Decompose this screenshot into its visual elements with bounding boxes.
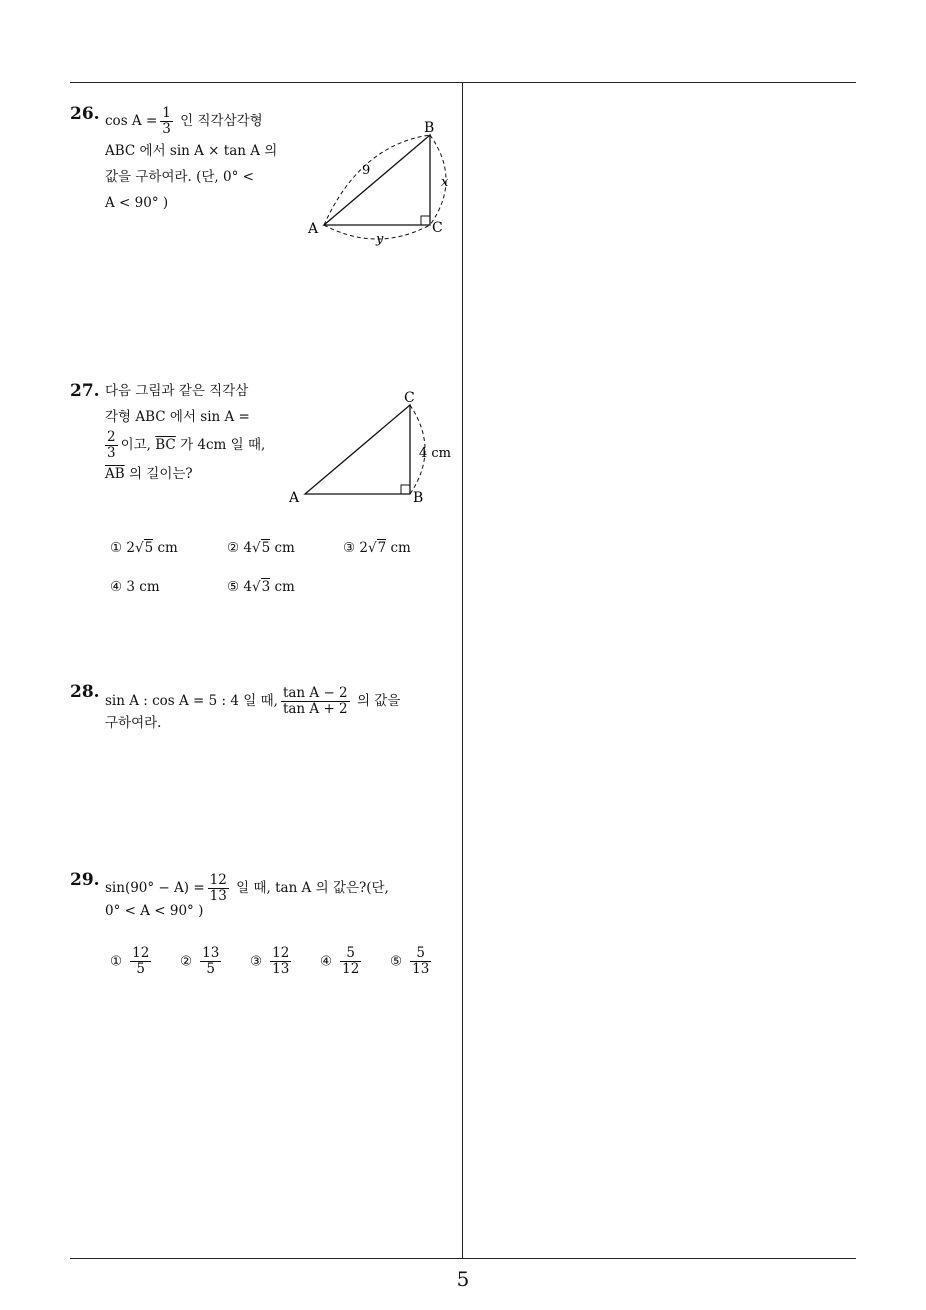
- page-number: 5: [456, 1267, 470, 1291]
- fraction-numerator: 5: [410, 946, 431, 962]
- q26-line3: 값을 구하여라. (단, 0° <: [105, 169, 254, 185]
- q27-fraction: $\frac{2}{3}$: [107, 429, 116, 461]
- q28-post: 의 값을: [356, 693, 401, 709]
- question-28-text: [105, 680, 445, 736]
- q27-vertex-c: C: [404, 390, 415, 406]
- fraction-denominator: 13: [272, 960, 290, 977]
- choice-unit: cm: [270, 579, 295, 595]
- choice-coefficient: 3: [126, 579, 135, 595]
- question-26-text: [105, 104, 305, 216]
- q27-vertex-a: A: [289, 490, 300, 506]
- choice-mark: ③: [250, 953, 263, 970]
- q27-choice-2[interactable]: [227, 540, 295, 556]
- fraction-numerator: 5: [340, 946, 361, 962]
- choice-radicand: 5: [261, 540, 271, 556]
- choice-unit: cm: [153, 540, 178, 556]
- choice-mark: ⑤: [227, 579, 240, 595]
- fraction-denominator: 5: [136, 960, 145, 977]
- choice-mark: ④: [110, 579, 123, 595]
- q27-choice-5[interactable]: [227, 579, 295, 595]
- choice-fraction: [270, 946, 291, 977]
- column-divider: [462, 82, 463, 1258]
- choice-unit: cm: [270, 540, 295, 556]
- q29-choice-4[interactable]: [320, 946, 364, 977]
- choice-unit: cm: [135, 579, 160, 595]
- q27-choice-3[interactable]: [343, 540, 411, 556]
- choice-mark: ②: [180, 953, 193, 970]
- question-26-number: 26.: [70, 104, 100, 124]
- sqrt-icon: √: [252, 540, 261, 556]
- q28-pre: sin A : cos A = 5 : 4 일 때,: [105, 693, 278, 709]
- bottom-rule: [70, 1258, 856, 1259]
- q29-choice-5[interactable]: [390, 946, 434, 977]
- q26-fraction: $\frac{1}{3}$: [162, 105, 171, 137]
- question-29-text: [105, 868, 445, 924]
- choice-radicand: 3: [261, 579, 271, 595]
- fraction-numerator: 12: [132, 945, 150, 961]
- choice-radicand: 7: [377, 540, 387, 556]
- choice-mark: ④: [320, 953, 333, 970]
- choice-coefficient: 2: [126, 540, 135, 556]
- choice-mark: ⑤: [390, 953, 403, 970]
- q26-line4: A < 90° ): [105, 195, 169, 211]
- fraction-numerator: 13: [202, 945, 220, 961]
- sqrt-icon: √: [368, 540, 377, 556]
- question-27-text: [105, 378, 295, 487]
- q27-line4-post: 의 길이는?: [128, 465, 193, 482]
- q26-label-x: x: [441, 175, 449, 190]
- q29-post: 일 때, tan A 의 값은?(단,: [236, 880, 389, 896]
- q27-segment-ab: $\overline{AB}$: [105, 465, 125, 482]
- q29-fraction: $\frac{12}{13}$: [209, 872, 227, 904]
- choice-fraction: [410, 946, 431, 977]
- choice-coefficient: 4: [243, 579, 252, 595]
- choice-mark: ①: [110, 953, 123, 970]
- q26-vertex-a: A: [308, 221, 319, 237]
- choice-mark: ③: [343, 540, 356, 556]
- q27-label-side: 4 cm: [419, 446, 452, 461]
- q28-line2: 구하여라.: [105, 715, 162, 731]
- q26-line1-post: 인 직각삼각형: [180, 113, 263, 129]
- q29-choice-1[interactable]: [110, 946, 154, 977]
- q29-choice-3[interactable]: [250, 946, 294, 977]
- q28-fraction: $\frac{\text{tan A − 2}}{\text{tan A + 2}}$: [282, 685, 348, 717]
- q26-label-9: 9: [362, 163, 371, 178]
- fraction-numerator: 12: [272, 945, 290, 961]
- choice-fraction: [340, 946, 361, 977]
- top-rule: [70, 82, 856, 83]
- q27-line3-mid: 이고,: [120, 437, 151, 453]
- q27-line2: 각형 ABC 에서 sin A =: [105, 409, 250, 425]
- q29-pre: sin(90° − A) =: [105, 880, 205, 896]
- choice-coefficient: 2: [359, 540, 368, 556]
- choice-mark: ②: [227, 540, 240, 556]
- q26-label-y: y: [376, 232, 384, 247]
- sqrt-icon: √: [252, 579, 261, 595]
- question-28-number: 28.: [70, 682, 100, 702]
- q26-vertex-c: C: [432, 220, 443, 236]
- fraction-denominator: 12: [342, 960, 360, 977]
- sqrt-icon: √: [135, 540, 144, 556]
- q27-triangle-figure: [285, 385, 455, 510]
- q27-line3-post: 가 4cm 일 때,: [180, 437, 266, 453]
- choice-radicand: 5: [144, 540, 154, 556]
- q27-choice-1[interactable]: [110, 540, 178, 556]
- q27-line1: 다음 그림과 같은 직각삼: [105, 383, 249, 399]
- fraction-denominator: 5: [206, 960, 215, 977]
- q27-choice-4[interactable]: [110, 579, 160, 595]
- q27-vertex-b: B: [413, 490, 424, 506]
- q27-segment-bc: $\overline{BC}$: [155, 437, 176, 453]
- fraction-denominator: 13: [412, 960, 430, 977]
- q29-choice-2[interactable]: [180, 946, 224, 977]
- q26-line1-pre: cos A =: [105, 113, 158, 129]
- q26-line2: ABC 에서 sin A × tan A 의: [105, 143, 278, 159]
- choice-mark: ①: [110, 540, 123, 556]
- q29-line2: 0° < A < 90° ): [105, 903, 204, 919]
- q26-vertex-b: B: [424, 120, 435, 136]
- choice-fraction: [200, 946, 221, 977]
- q26-triangle-figure: [300, 115, 460, 250]
- choice-coefficient: 4: [243, 540, 252, 556]
- choice-fraction: [130, 946, 151, 977]
- question-29-number: 29.: [70, 870, 100, 890]
- choice-unit: cm: [386, 540, 411, 556]
- question-27-number: 27.: [70, 381, 100, 401]
